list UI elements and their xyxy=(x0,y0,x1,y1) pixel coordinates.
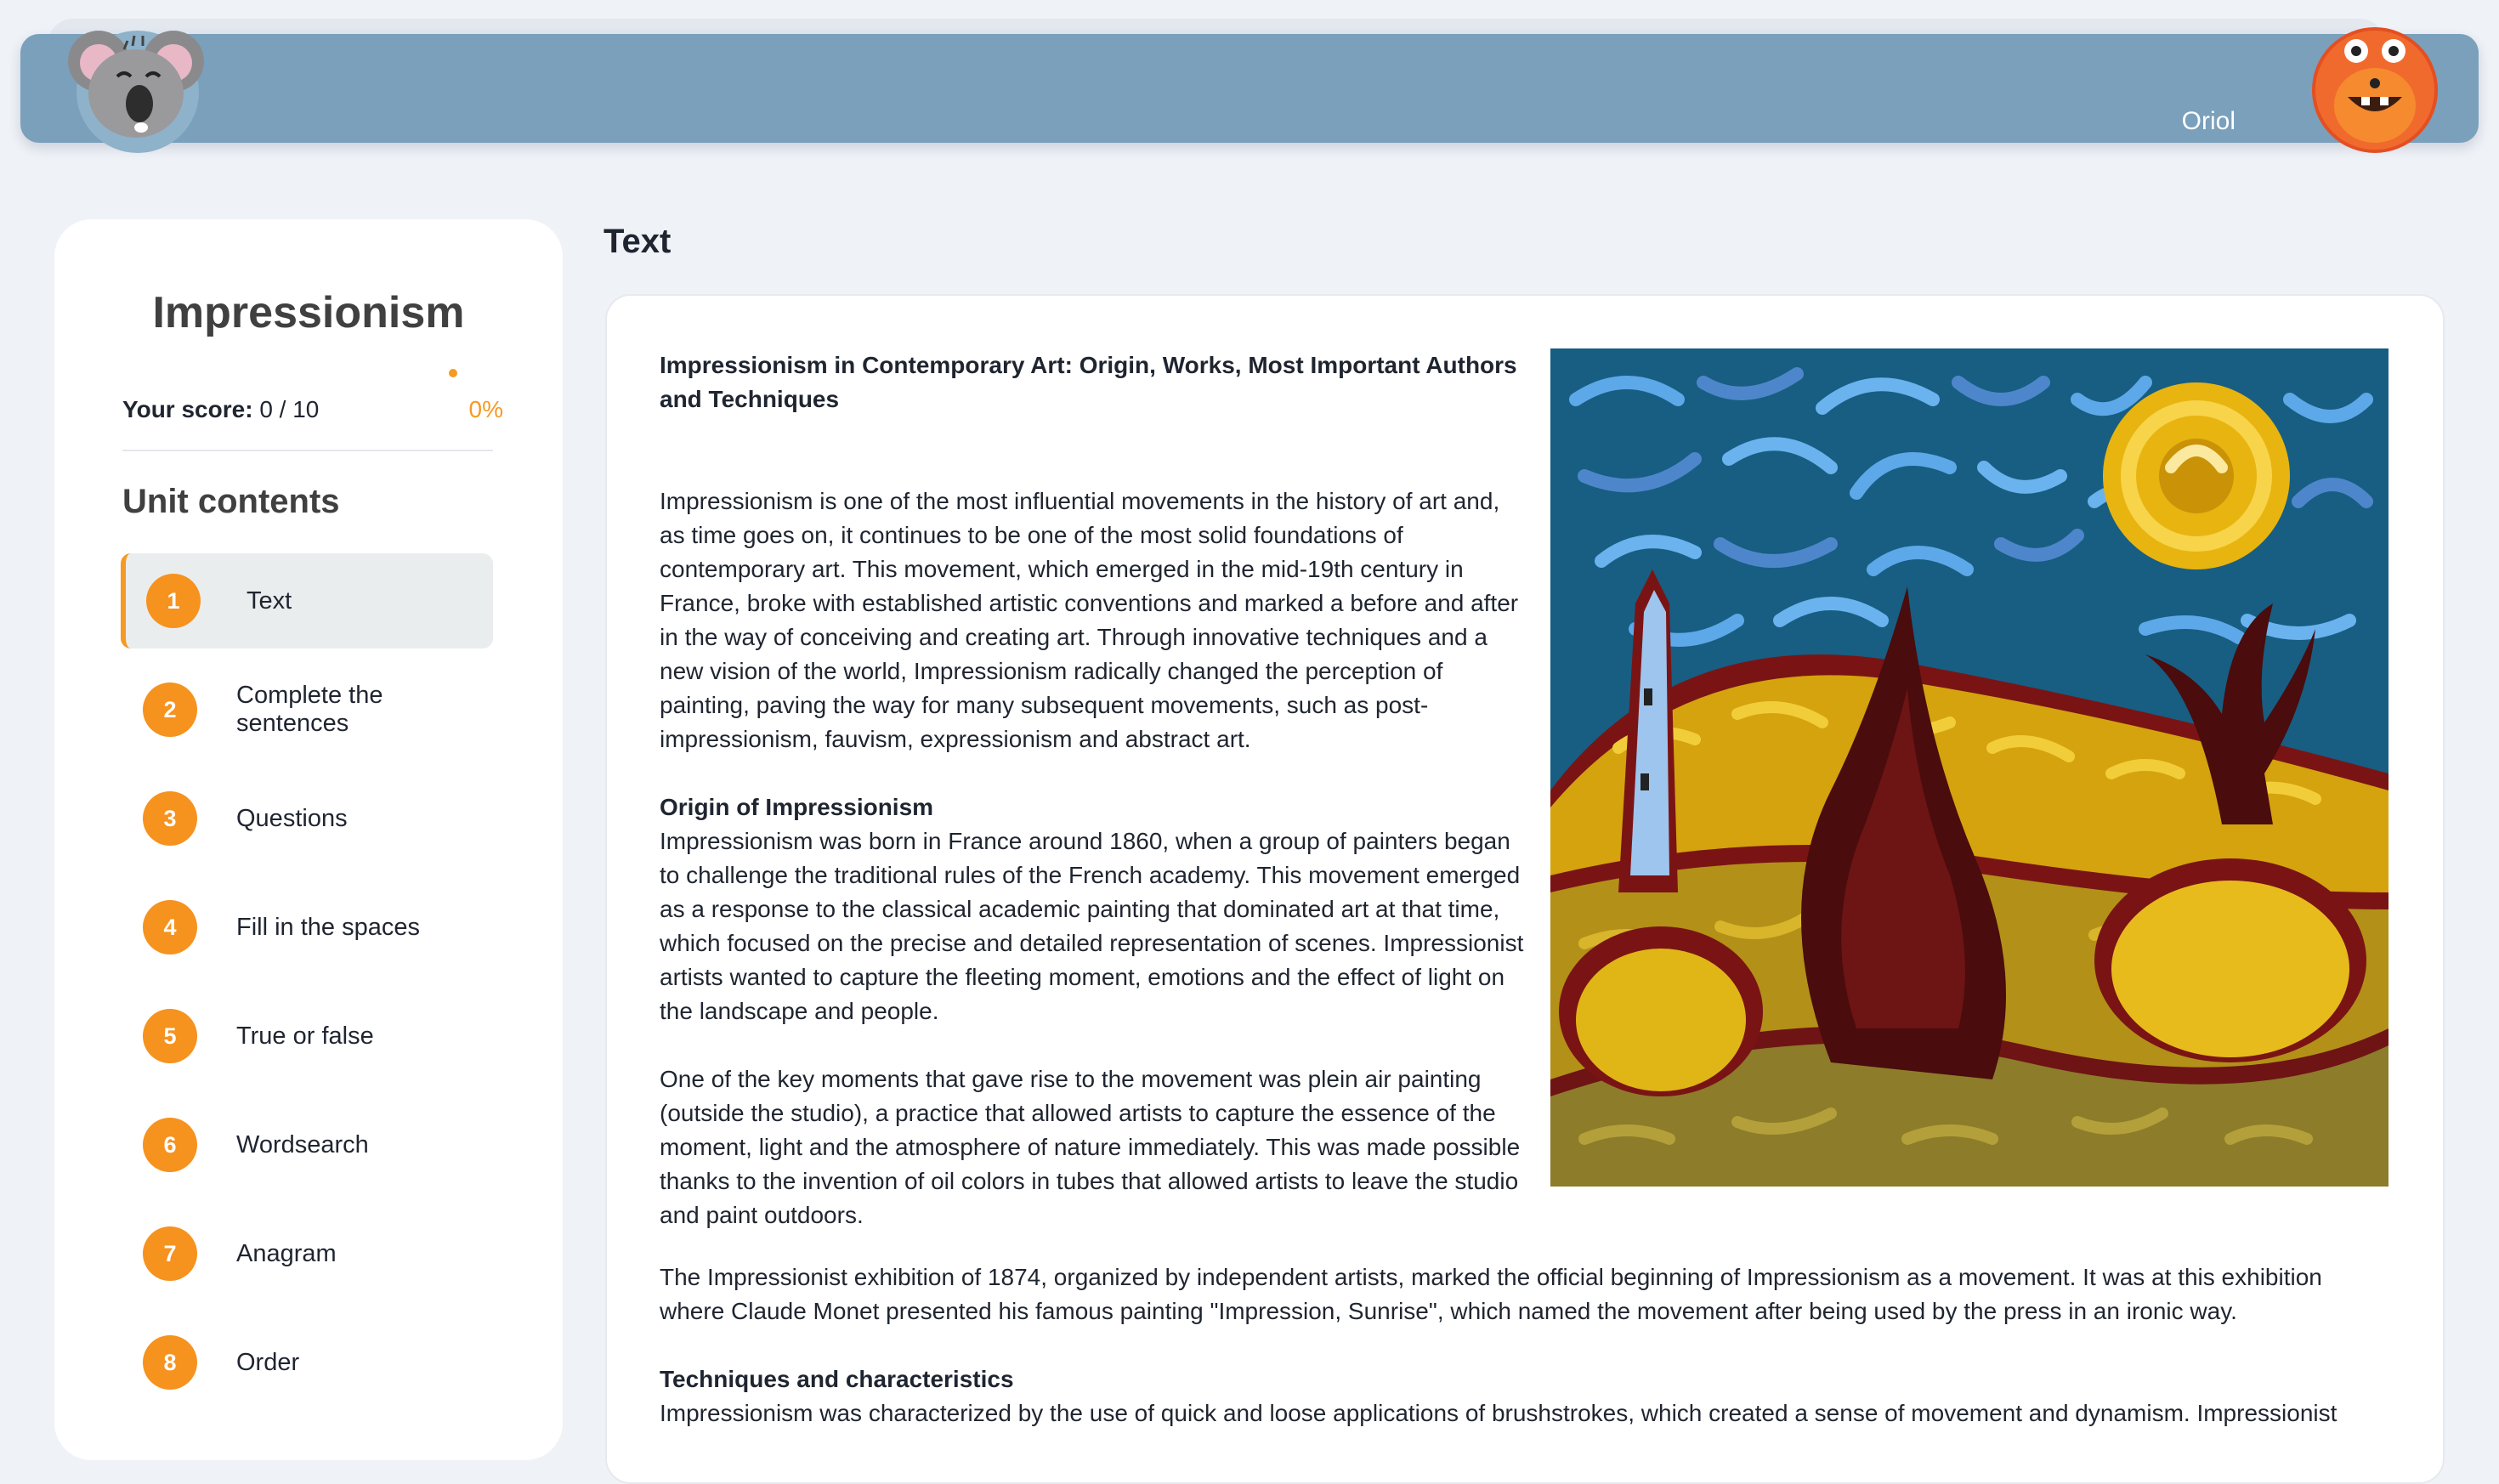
origin-paragraph-2: One of the key moments that gave rise to the movement was plein air painting (outside the studio), a practice that allowed artists to capture the essence of the moment, light and the atmosphere of nature immediately. This was made possible thanks to the invention of oil colors in tubes that allowed artists to leave the studio and paint outdoors. xyxy=(660,1066,1521,1228)
score-progress-dot xyxy=(449,369,457,377)
menu-item-wordsearch[interactable] xyxy=(121,1097,493,1192)
exhibition-paragraph-block xyxy=(660,1260,2360,1430)
article-column xyxy=(660,348,1527,1232)
menu-item-number: 8 xyxy=(143,1335,197,1390)
exhibition-paragraph: The Impressionist exhibition of 1874, organized by independent artists, marked the official beginning of Impressionism as a movement. It was at this exhibition where Claude Monet presented his famous painting "Impression, Sunrise", which named the movement after being used by the press in an ironic way. xyxy=(660,1264,2322,1324)
unit-contents-heading: Unit contents xyxy=(122,483,340,520)
score-row xyxy=(122,396,527,423)
menu-item-text[interactable] xyxy=(121,553,493,649)
menu-item-label: Anagram xyxy=(236,1239,337,1267)
techniques-heading: Techniques and characteristics xyxy=(660,1366,1014,1392)
menu-item-number: 7 xyxy=(143,1226,197,1281)
menu-item-label: Questions xyxy=(236,804,348,832)
origin-paragraph-1: Impressionism was born in France around 1860, when a group of painters began to challenge the traditional rules of the French academy. This movement emerged as a response to the classical academic painting that dominated art at that time, which focused on the precise and detailed representation of scenes. Impressionist artists wanted to capture the fleeting moment, emotions and the effect of light on the landscape and people. xyxy=(660,828,1524,1024)
score-percent: 0% xyxy=(468,396,503,422)
score-label: Your score: xyxy=(122,396,253,422)
menu-item-label: Wordsearch xyxy=(236,1130,369,1158)
menu-item-number: 4 xyxy=(143,900,197,954)
menu-item-questions[interactable] xyxy=(121,771,493,866)
menu-item-anagram[interactable] xyxy=(121,1206,493,1301)
username-label[interactable]: Oriol xyxy=(2181,107,2236,135)
menu-item-label: Order xyxy=(236,1348,300,1376)
menu-item-order[interactable] xyxy=(121,1315,493,1410)
koala-logo-icon[interactable] xyxy=(65,25,209,153)
menu-item-label: Complete the sentences xyxy=(236,682,383,737)
article-intro-paragraph: Impressionism is one of the most influential movements in the history of art and, as time goes on, it continues to be one of the most solid foundations of contemporary art. This movement, which emerged in the mid-19th century in France, broke with established artistic conventions and marked a before and after in the way of conceiving and creating art. Through innovative techniques and a new vision of the world, Impressionism radically changed the perception of painting, paving the way for many subsequent movements, such as post-impressionism, fauvism, expressionism and abstract art. xyxy=(660,488,1519,752)
menu-item-complete-the-sentences[interactable] xyxy=(121,662,493,757)
menu-item-number: 6 xyxy=(143,1118,197,1172)
divider xyxy=(122,450,493,451)
menu-item-number: 3 xyxy=(143,791,197,846)
menu-item-number: 2 xyxy=(143,683,197,737)
score-value: 0 / 10 xyxy=(259,396,320,422)
menu-item-label: Text xyxy=(246,586,292,615)
unit-title: Impressionism xyxy=(152,288,465,337)
menu-item-label: Fill in the spaces xyxy=(236,913,420,941)
menu-item-number: 1 xyxy=(146,574,201,628)
techniques-paragraph: Impressionism was characterized by the use of quick and loose applications of brushstrokes, which created a sense of movement and dynamism. Impressionist xyxy=(660,1400,2338,1426)
starry-night-painting-icon xyxy=(1550,348,2388,1187)
origin-heading: Origin of Impressionism xyxy=(660,794,934,820)
article-headline: Impressionism in Contemporary Art: Origin, Works, Most Important Authors and Techniques xyxy=(660,352,1517,412)
menu-item-number: 5 xyxy=(143,1009,197,1063)
menu-item-fill-in-the-spaces[interactable] xyxy=(121,880,493,975)
top-header xyxy=(20,34,2479,143)
orange-monster-avatar-icon[interactable] xyxy=(2312,27,2438,153)
menu-item-true-or-false[interactable] xyxy=(121,988,493,1084)
section-title: Text xyxy=(604,223,672,260)
menu-item-label: True or false xyxy=(236,1022,374,1050)
unit-sidebar xyxy=(54,219,563,1460)
